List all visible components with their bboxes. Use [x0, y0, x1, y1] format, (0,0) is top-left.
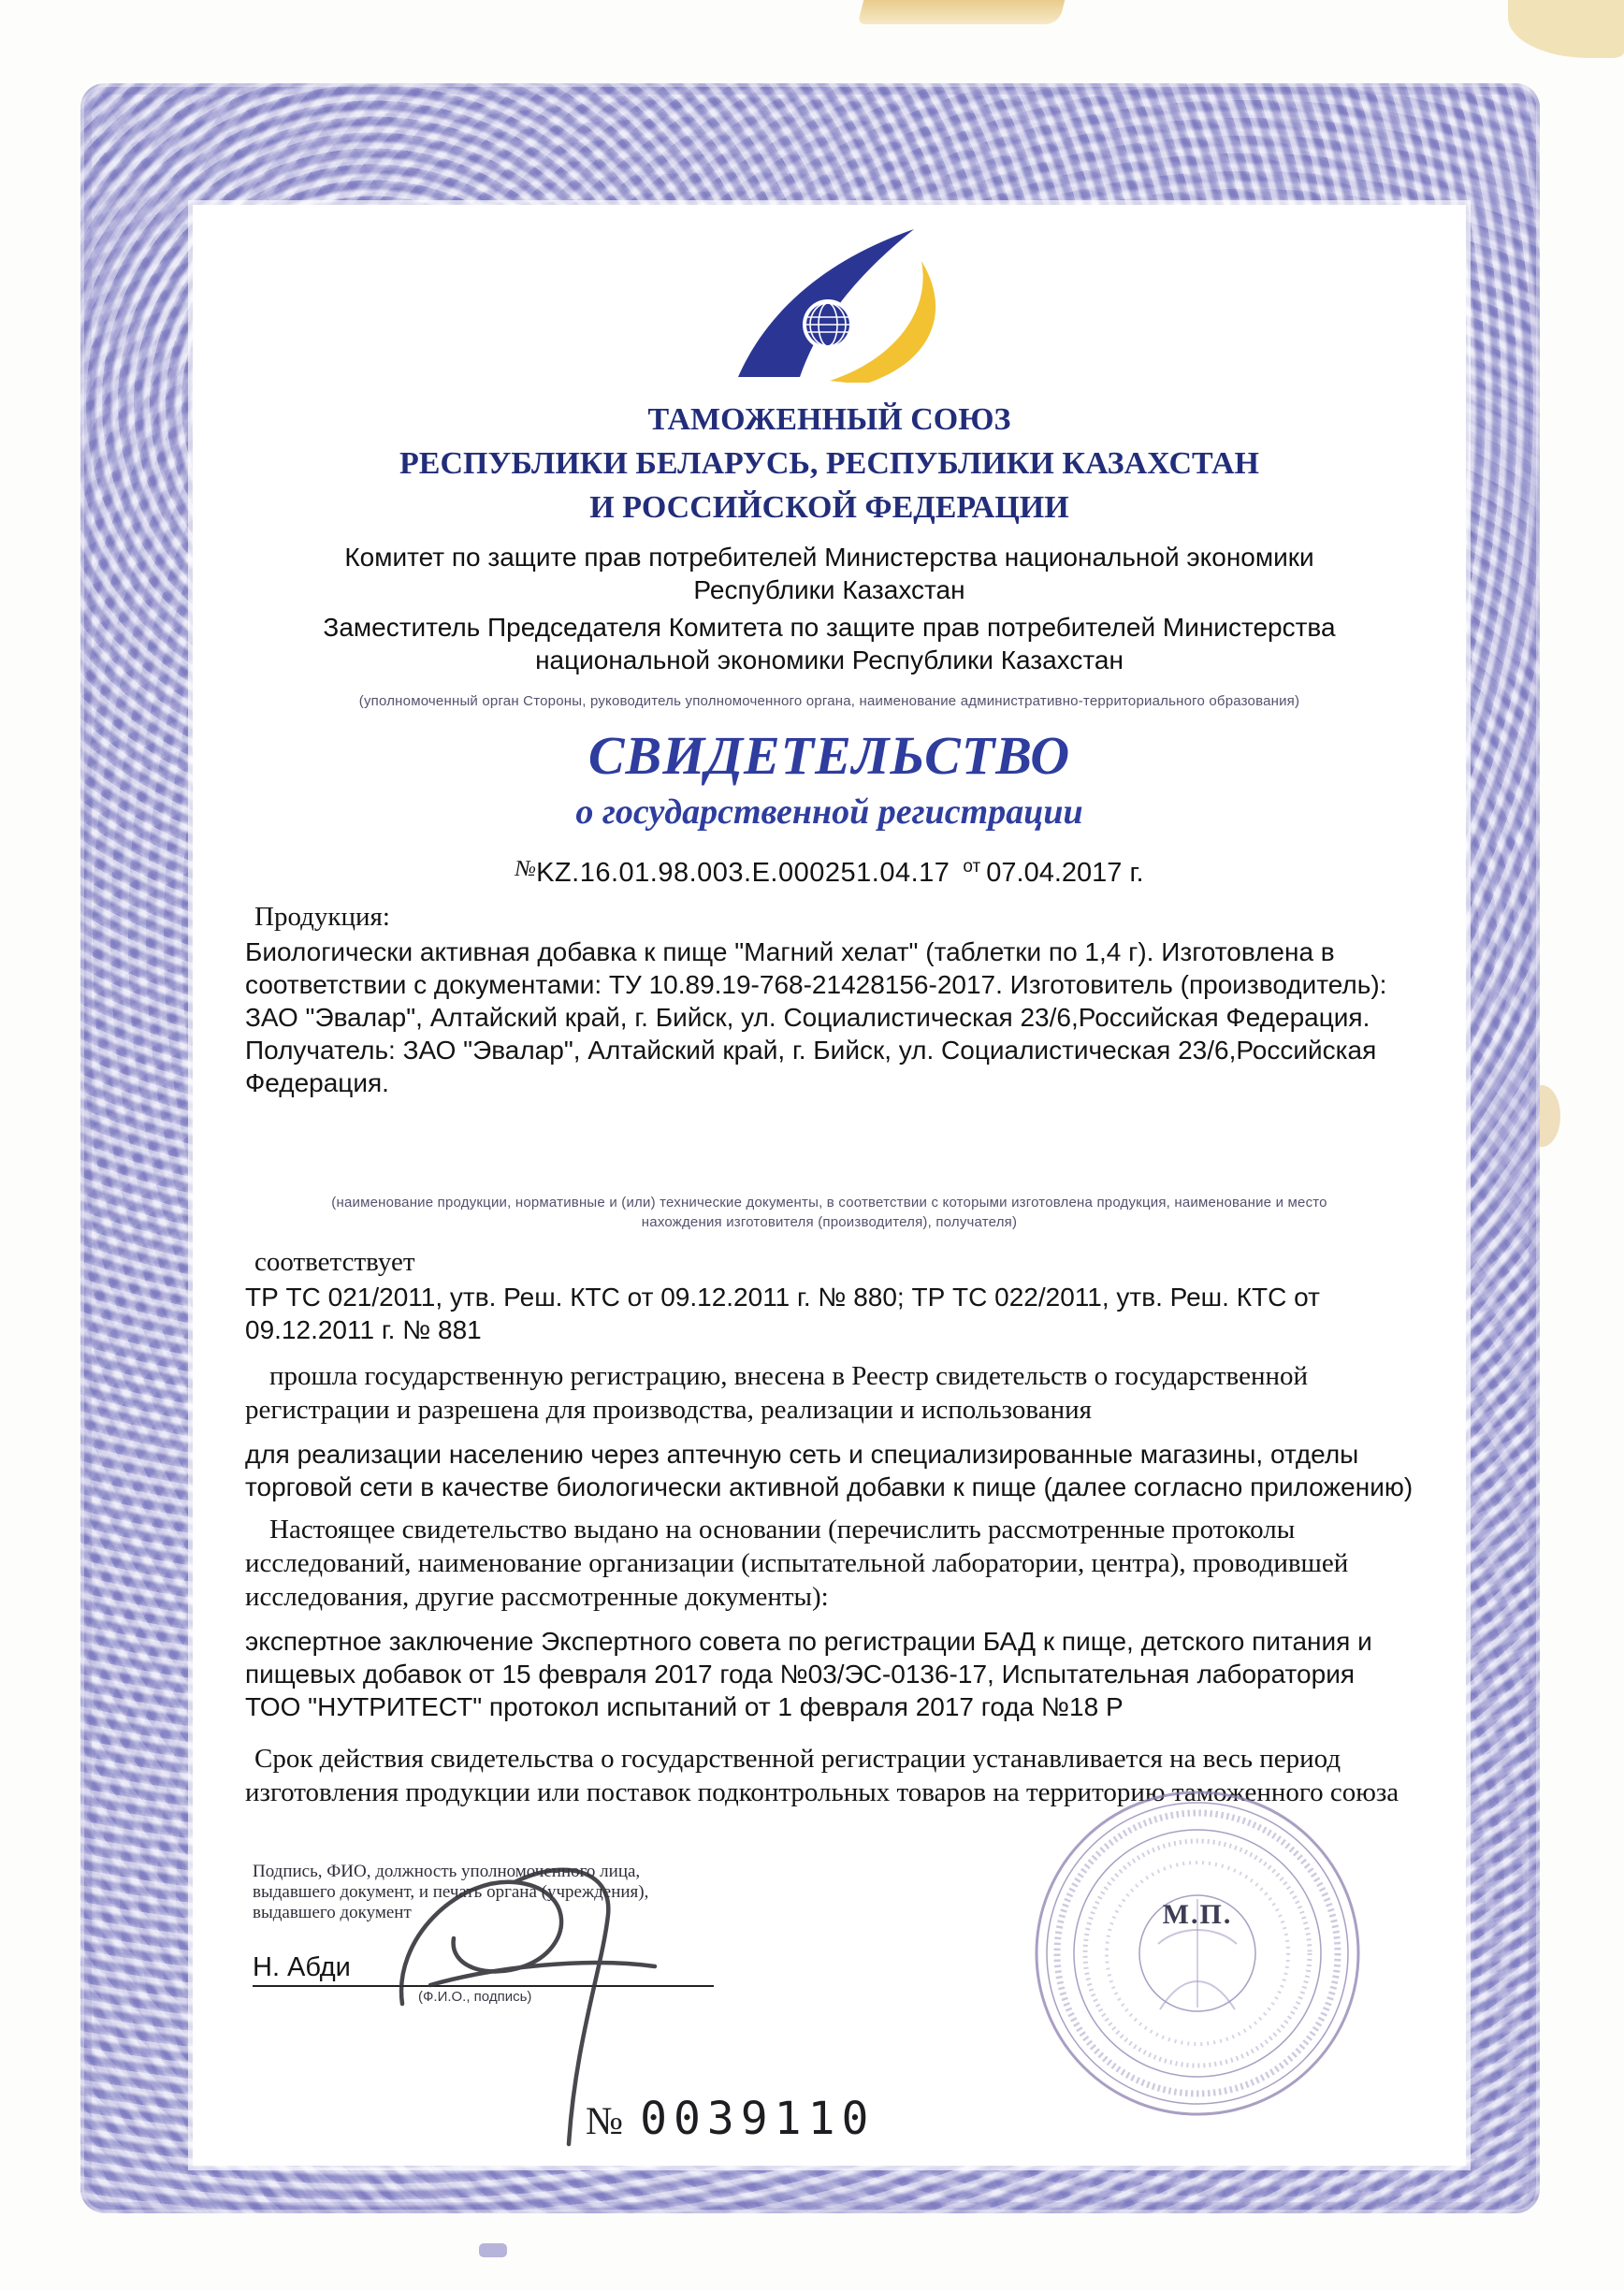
- authority-line2: Заместитель Председателя Комитета по защите прав потребителей Министерства национальной экономики Республики Казахстан: [323, 613, 1336, 674]
- authority-note: (уполномоченный орган Стороны, руководитель уполномоченного органа, наименование административно-территориального образования): [358, 693, 1300, 709]
- official-round-seal: [1020, 1776, 1375, 2131]
- seal-mp-label: М.П.: [1162, 1899, 1233, 1930]
- certificate-number-line: [245, 857, 1414, 889]
- scan-mark-dot: [479, 2243, 507, 2257]
- signature-note-line2: выдавшего документ, и печать органа (учреждения),: [253, 1882, 649, 1902]
- product-text: Биологически активная добавка к пище "Магний хелат" (таблетки по 1,4 г). Изготовлена в соответствии с документами: ТУ 10.89.19-768-21428156-2017. Изготовитель (производитель): ЗАО "Эвалар", Алтайский край, г. Бийск, ул. Социалистическая 23/6,Российская Федерация. Получатель: ЗАО "Эвалар", Алтайский край, г. Бийск, ул. Социалистическая 23/6,Российская Федерация.: [245, 937, 1387, 1097]
- signature-note-line1: Подпись, ФИО, должность уполномоченного лица,: [253, 1862, 641, 1881]
- certificate-date: 07.04.2017 г.: [986, 858, 1144, 888]
- signer-name: Н. Абди: [253, 1952, 358, 1987]
- customs-union-logo: [689, 220, 970, 383]
- union-header-line1: ТАМОЖЕННЫЙ СОЮЗ: [647, 402, 1011, 437]
- expert-conclusion-text: экспертное заключение Экспертного совета по регистрации БАД к пище, детского питания и пищевых добавок от 15 февраля 2017 года №03/ЭС-0136-17, Испытательная лаборатория ТОО "НУТРИТЕСТ" протокол испытаний от 1 февраля 2017 года №18 Р: [245, 1627, 1372, 1721]
- handwritten-signature: [374, 1826, 683, 2163]
- conformity-label: соответствует: [254, 1247, 415, 1277]
- scan-smudge-top: [858, 0, 1065, 24]
- scan-smudge-corner: [1508, 0, 1624, 58]
- authority-line1: Комитет по защите прав потребителей Министерства национальной экономики Республики Казахстан: [344, 543, 1314, 604]
- union-header-line3: И РОССИЙСКОЙ ФЕДЕРАЦИИ: [589, 490, 1069, 525]
- certificate-number: KZ.16.01.98.003.E.000251.04.17: [536, 858, 950, 888]
- eurasia-swoosh-logo-icon: [689, 220, 970, 383]
- product-label: Продукция:: [254, 902, 390, 932]
- conformity-text: ТР ТС 021/2011, утв. Реш. КТС от 09.12.2011 г. № 880; ТР ТС 022/2011, утв. Реш. КТС от 09.12.2011 г. № 881: [245, 1283, 1320, 1344]
- union-header: [245, 398, 1414, 529]
- product-note: (наименование продукции, нормативные и (или) технические документы, в соответствии с которыми изготовлена продукция, наименование и место нахождения изготовителя (производителя), получателя): [331, 1195, 1327, 1230]
- date-preposition: от: [963, 857, 981, 877]
- form-number-sign: №: [586, 2100, 624, 2143]
- distribution-text: для реализации населению через аптечную сеть и специализированные магазины, отделы торговой сети в качестве биологически активной добавки к пище (далее согласно приложению): [245, 1440, 1414, 1501]
- number-sign: №: [515, 857, 537, 881]
- form-number-digits: 0039110: [640, 2093, 876, 2145]
- certificate-title: СВИДЕТЕЛЬСТВО: [587, 725, 1071, 786]
- union-header-line2: РЕСПУБЛИКИ БЕЛАРУСЬ, РЕСПУБЛИКИ КАЗАХСТАН: [399, 446, 1259, 481]
- basis-text: Настоящее свидетельство выдано на основании (перечислить рассмотренные протоколы исследований, наименование организации (испытательной лаборатории, центра), проводившей исследования, другие рассмотренные документы):: [245, 1515, 1349, 1612]
- certificate-subtitle: о государственной регистрации: [575, 792, 1083, 832]
- signature-note-line3: выдавшего документ: [253, 1903, 412, 1922]
- validity-text: Срок действия свидетельства о государственной регистрации устанавливается на весь период изготовления продукции или поставок подконтрольных товаров на территорию таможенного союза: [245, 1744, 1399, 1807]
- registration-text: прошла государственную регистрацию, внесена в Реестр свидетельств о государственной регистрации и разрешена для производства, реализации и использования: [245, 1361, 1309, 1425]
- signature-caption: (Ф.И.О., подпись): [418, 1989, 532, 2005]
